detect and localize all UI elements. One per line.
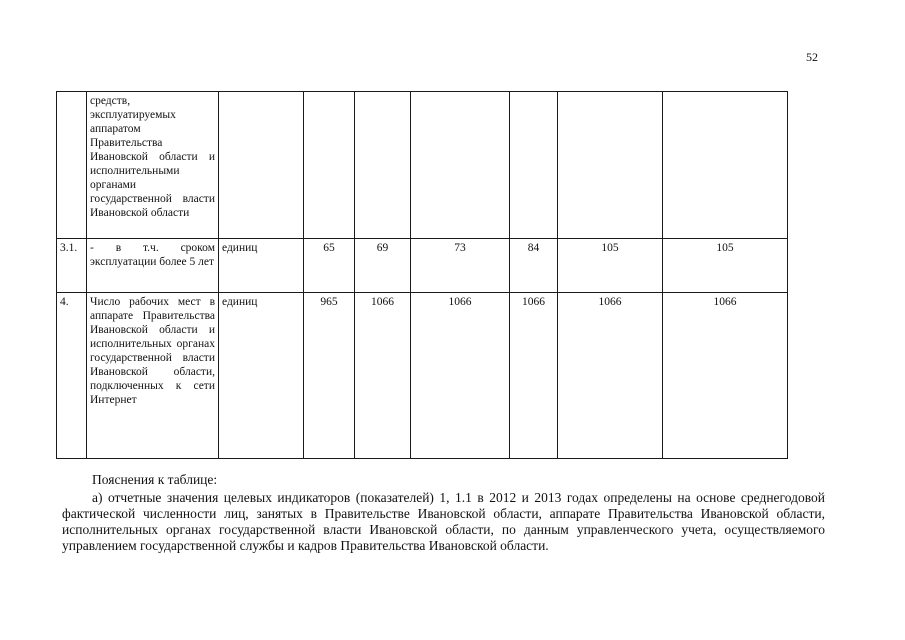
row-number: 4. [57, 293, 87, 459]
value-cell: 73 [411, 239, 510, 293]
table-row [57, 92, 788, 239]
value-cell: 84 [510, 239, 558, 293]
value-cell: 105 [558, 239, 663, 293]
table-notes [62, 472, 825, 554]
value-cell: 1066 [411, 293, 510, 459]
value-cell [355, 92, 411, 239]
notes-title: Пояснения к таблице: [92, 472, 218, 487]
unit-cell: единиц [219, 293, 304, 459]
indicator-description: средств, эксплуатируемых аппаратом Правительства Ивановской области и исполнительными органами государственной власти Ивановской области [87, 92, 219, 239]
value-cell [304, 92, 355, 239]
row-number: 3.1. [57, 239, 87, 293]
value-cell: 965 [304, 293, 355, 459]
indicators-table [56, 91, 788, 459]
value-cell [411, 92, 510, 239]
unit-cell: единиц [219, 239, 304, 293]
indicator-description: - в т.ч. сроком эксплуатации более 5 лет [87, 239, 219, 293]
value-cell [558, 92, 663, 239]
value-cell: 69 [355, 239, 411, 293]
value-cell: 1066 [355, 293, 411, 459]
unit-cell [219, 92, 304, 239]
value-cell: 1066 [510, 293, 558, 459]
value-cell: 65 [304, 239, 355, 293]
value-cell: 1066 [558, 293, 663, 459]
table-row [57, 239, 788, 293]
note-item-a: а) отчетные значения целевых индикаторов (показателей) 1, 1.1 в 2012 и 2013 годах определены на основе среднегодовой фактической численности лиц, занятых в Правительстве Ивановской области, аппарате Правительства Ивановской области, исполнительных органах государственной власти Ивановской области, по данным управленческого учета, осуществляемого управлением государственной службы и кадров Правительства Ивановской области. [62, 490, 825, 553]
value-cell [510, 92, 558, 239]
value-cell: 1066 [663, 293, 788, 459]
value-cell: 105 [663, 239, 788, 293]
value-cell [663, 92, 788, 239]
page-number: 52 [806, 50, 818, 64]
row-number [57, 92, 87, 239]
table-row [57, 293, 788, 459]
indicator-description: Число рабочих мест в аппарате Правительства Ивановской области и исполнительных органах государственной власти Ивановской области, подключенных к сети Интернет [87, 293, 219, 459]
